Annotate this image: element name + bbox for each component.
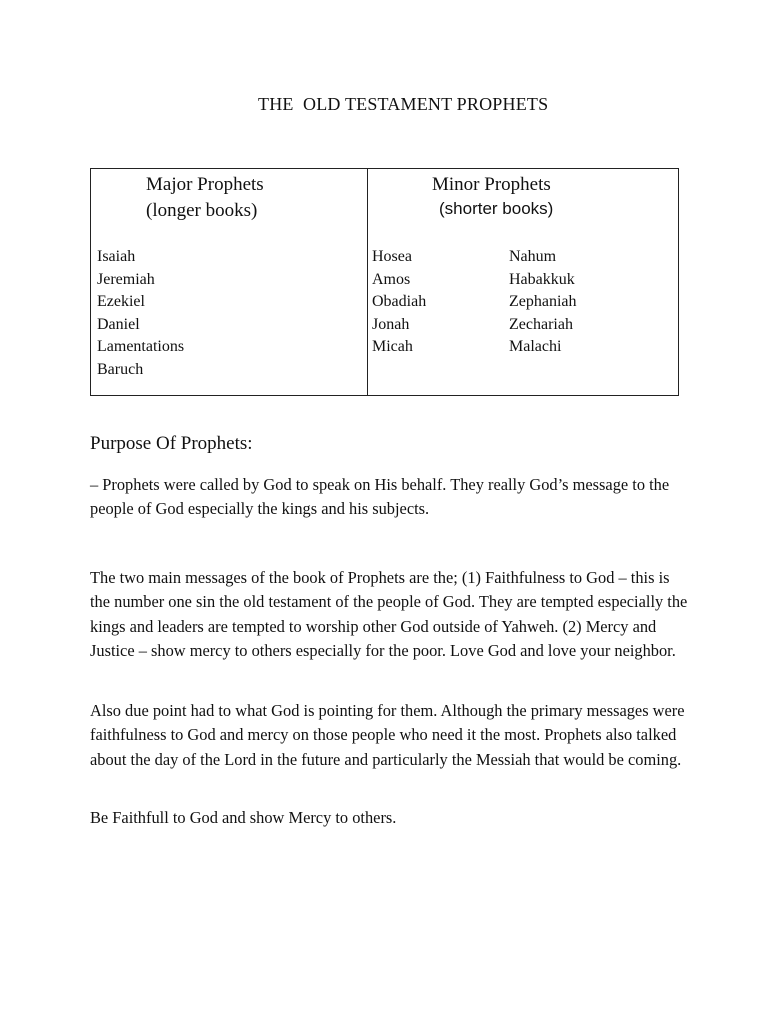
paragraph-summary: Be Faithfull to God and show Mercy to others. bbox=[90, 808, 397, 827]
prophets-table bbox=[90, 168, 679, 396]
minor-prophets-subheading: (shorter books) bbox=[439, 199, 554, 218]
major-prophets-list bbox=[97, 246, 184, 382]
document-title: THE OLD TESTAMENT PROPHETS bbox=[258, 94, 549, 114]
list-item: Isaiah bbox=[97, 248, 136, 265]
list-item: Hosea bbox=[372, 248, 412, 265]
list-item: Malachi bbox=[509, 338, 562, 356]
purpose-heading: Purpose Of Prophets: bbox=[90, 433, 253, 454]
list-item: Baruch bbox=[97, 360, 144, 378]
list-item: Ezekiel bbox=[97, 293, 145, 311]
paragraph-calling: – Prophets were called by God to speak on His behalf. They really God’s message to the people of God especially the kings and his subjects. bbox=[90, 475, 670, 519]
list-item: Lamentations bbox=[97, 338, 185, 356]
list-item: Obadiah bbox=[372, 293, 427, 311]
minor-prophets-list-right bbox=[509, 246, 577, 359]
list-item: Habakkuk bbox=[509, 270, 575, 288]
list-item: Zephaniah bbox=[509, 293, 577, 311]
major-prophets-subheading: (longer books) bbox=[146, 200, 258, 221]
minor-prophets-list-left bbox=[372, 246, 426, 359]
major-prophets-heading: Major Prophets bbox=[146, 174, 264, 195]
list-item: Amos bbox=[372, 270, 411, 288]
paragraph-day-of-the-lord: Also due point had to what God is pointing for them. Although the primary messages were faithfulness to God and mercy on those people who need it the most. Prophets also talked about the day of the Lord in the future and particularly the Messiah that would be coming. bbox=[90, 701, 685, 769]
list-item: Micah bbox=[372, 338, 413, 356]
table-column-divider bbox=[367, 169, 368, 395]
list-item: Jeremiah bbox=[97, 270, 155, 288]
list-item: Daniel bbox=[97, 315, 140, 333]
list-item: Jonah bbox=[372, 315, 410, 333]
list-item: Nahum bbox=[509, 248, 557, 265]
list-item: Zechariah bbox=[509, 315, 573, 333]
minor-prophets-heading: Minor Prophets bbox=[432, 174, 551, 195]
paragraph-main-messages: The two main messages of the book of Prophets are the; (1) Faithfulness to God – this is the number one sin the old testament of the people of God. They are tempted especially the kings and leaders are tempted to worship other God outside of Yahweh. (2) Mercy and Justice – show mercy to others especially for the poor. Love God and love your neighbor. bbox=[90, 568, 688, 660]
